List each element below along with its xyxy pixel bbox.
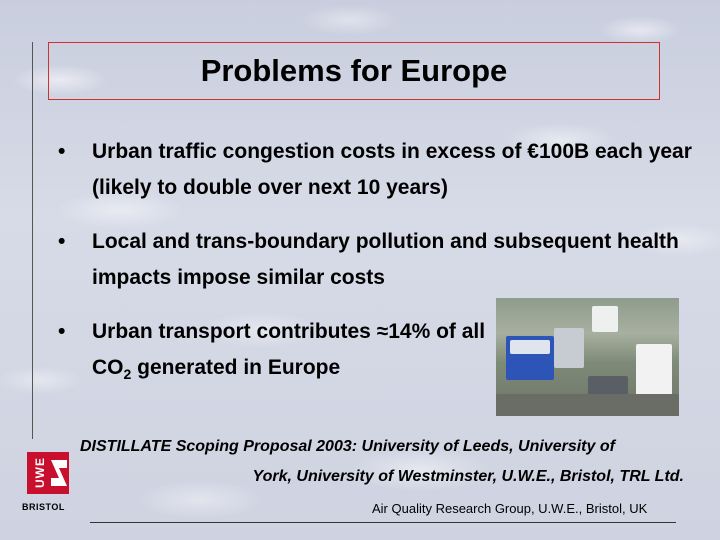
bullet-item-pollution — [58, 224, 708, 296]
bullet-item-co2 — [58, 314, 492, 392]
bullet-text: Local and trans-boundary pollution and subsequent health impacts impose similar costs — [92, 230, 679, 289]
bullet-item-congestion — [58, 134, 708, 206]
citation — [80, 432, 686, 492]
logo-red-box — [27, 452, 69, 494]
citation-line-1: DISTILLATE Scoping Proposal 2003: University of Leeds, University of — [80, 438, 615, 455]
bullet-icon: • — [58, 320, 66, 343]
uwe-logo — [22, 452, 76, 516]
bullet-text: Urban transport contributes ≈14% of all CO — [92, 320, 486, 379]
co2-subscript: 2 — [123, 366, 132, 383]
bullet-icon: • — [58, 140, 66, 163]
logo-mark-icon — [47, 456, 71, 490]
left-divider-line — [32, 42, 33, 439]
title-box — [48, 42, 660, 100]
traffic-photo — [496, 298, 679, 416]
citation-line-2: York, University of Westminster, U.W.E., Bristol, TRL Ltd. — [252, 468, 684, 485]
logo-uwe-text: UWE — [33, 457, 47, 489]
bullet-text-tail: generated in Europe — [131, 356, 341, 379]
footer-credit: Air Quality Research Group, U.W.E., Bristol, UK — [372, 501, 648, 516]
bullet-icon: • — [58, 230, 66, 253]
slide-title: Problems for Europe — [200, 53, 508, 88]
footer-rule — [90, 522, 676, 523]
logo-caption: BRISTOL — [22, 502, 65, 512]
bullet-text: Urban traffic congestion costs in excess of €100B each year (likely to double over next 10 years) — [92, 140, 692, 199]
